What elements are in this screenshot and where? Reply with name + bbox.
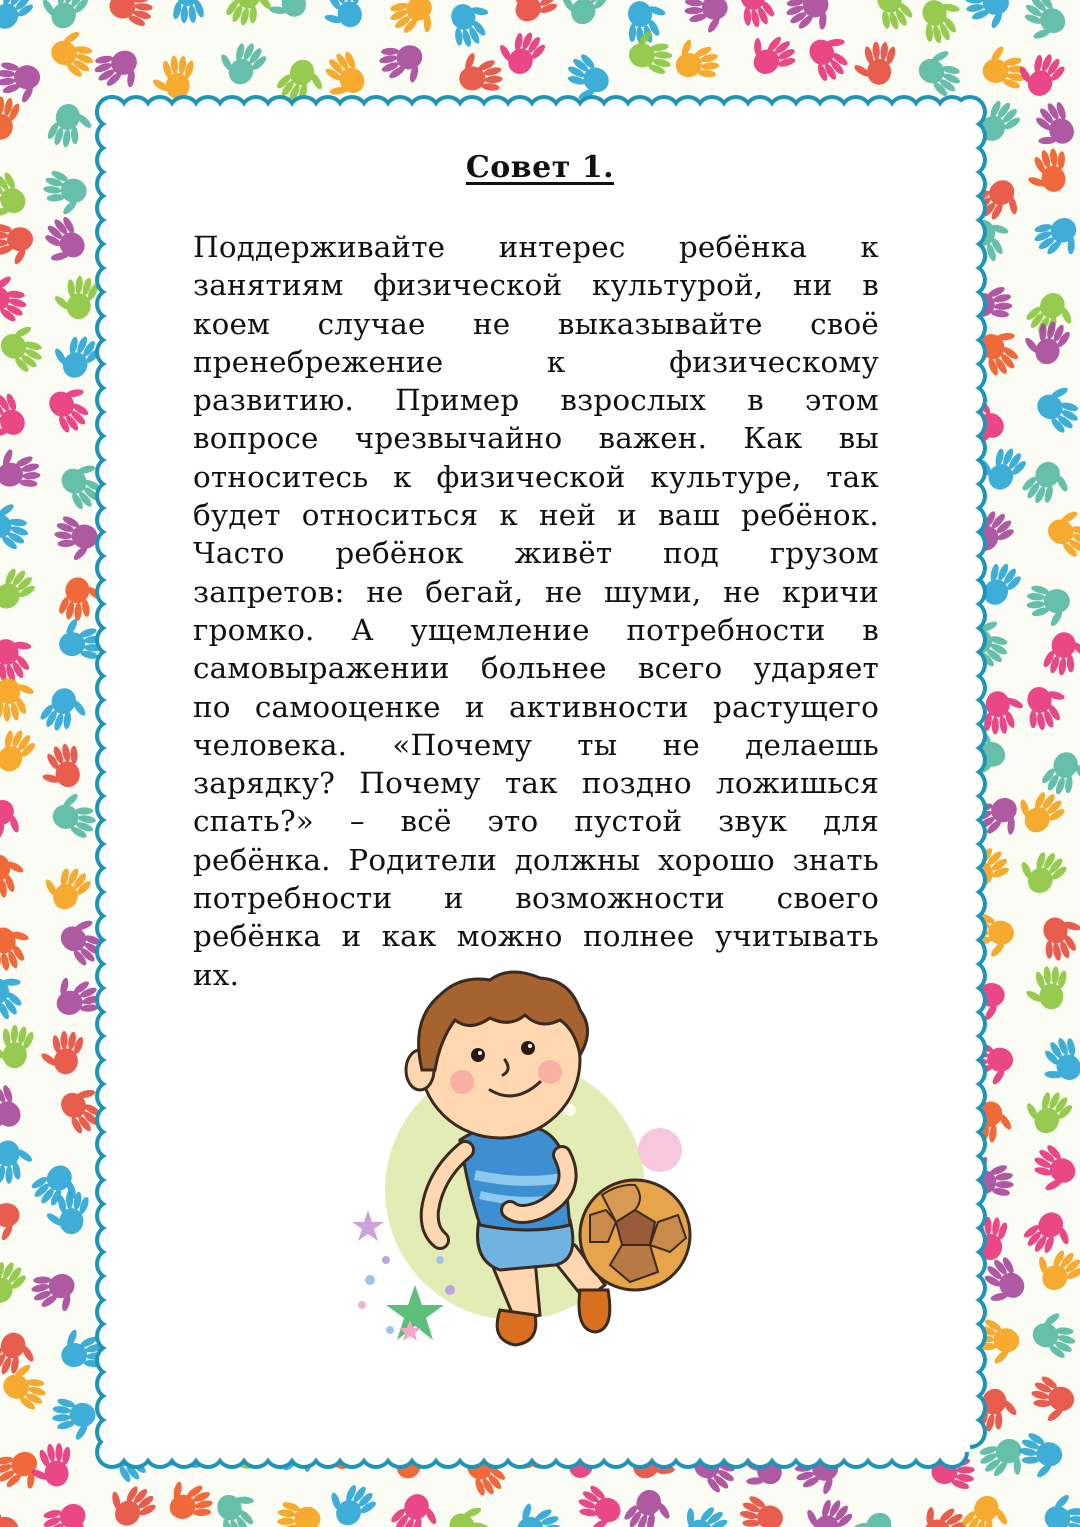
paragraph-line: спать?» – всё это пустой звук для: [193, 804, 879, 839]
paragraph-line: вопросе чрезвычайно важен. Как вы: [193, 421, 879, 456]
purple-star-icon: [352, 1210, 384, 1241]
paragraph-line: человека. «Почему ты не делаешь: [193, 727, 879, 762]
paragraph-line: коем случае не выказывайте своё: [193, 306, 879, 341]
paragraph-line: самовыражении больнее всего ударяет: [193, 651, 879, 686]
paragraph-line: Часто ребёнок живёт под грузом: [193, 536, 879, 571]
paragraph-line: занятиям физической культурой, ни в: [193, 268, 879, 303]
paragraph-line: по самооценке и активности растущего: [193, 689, 879, 724]
paragraph-line: их.: [193, 957, 240, 992]
paragraph-line: относитесь к физической культуре, так: [193, 459, 879, 494]
page-title: Совет 1.: [465, 150, 615, 185]
pink-bubble: [638, 1128, 682, 1172]
paragraph-line: зарядку? Почему так поздно ложишься: [193, 766, 879, 801]
paragraph-line: будет относиться к ней и ваш ребёнок.: [193, 498, 879, 533]
paragraph-line: запретов: не бегай, не шуми, не кричи: [193, 574, 879, 609]
paragraph-line: развитию. Пример взрослых в этом: [193, 383, 879, 418]
paragraph-line: пренебрежение к физическому: [193, 344, 879, 379]
paragraph-line: потребности и возможности своего: [193, 881, 879, 916]
boy-with-ball-illustration: [340, 960, 740, 1360]
advice-paragraph: [193, 228, 879, 994]
paragraph-line: громко. А ущемление потребности в: [193, 612, 879, 647]
paragraph-line: Поддерживайте интерес ребёнка к: [193, 230, 879, 264]
paragraph-line: ребёнка. Родители должны хорошо знать: [193, 842, 879, 877]
paragraph-line: ребёнка и как можно полнее учитывать: [193, 919, 879, 954]
